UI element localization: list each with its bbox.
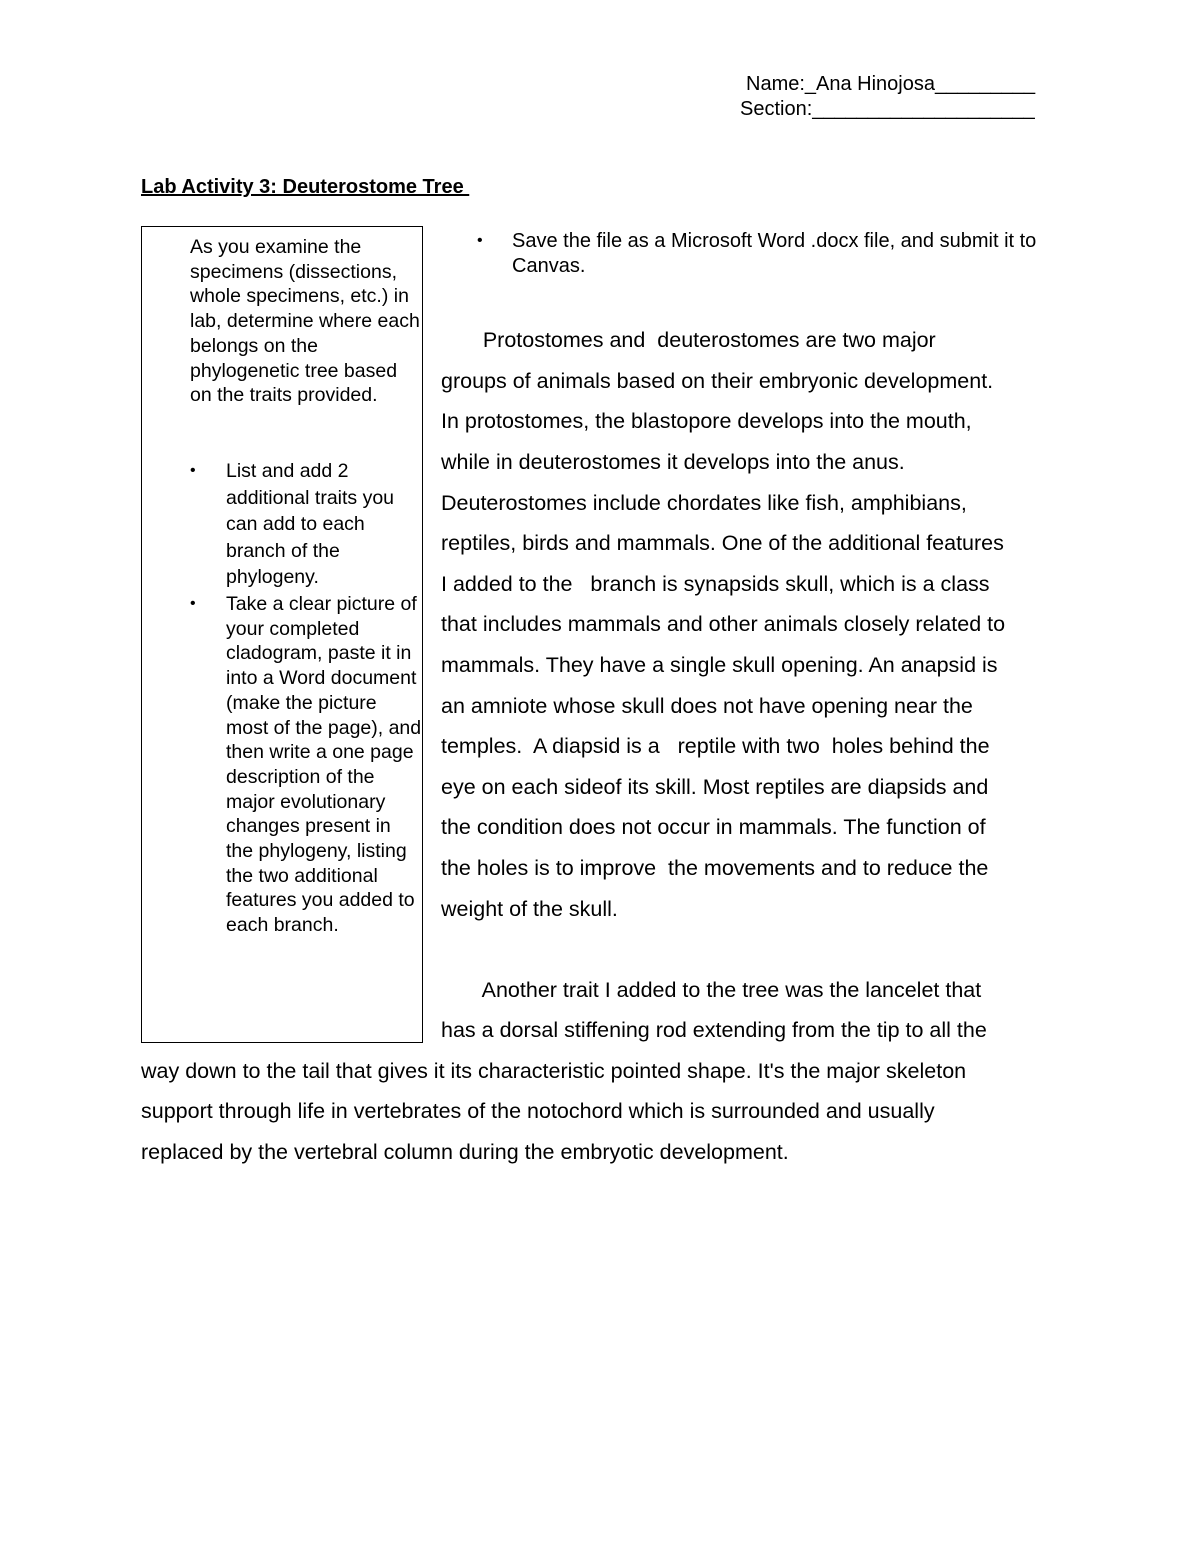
essay-line: the condition does not occur in mammals. The function of xyxy=(441,815,986,839)
bullet-icon: • xyxy=(190,595,196,612)
essay-line: groups of animals based on their embryonic development. xyxy=(441,369,994,393)
essay-line: that includes mammals and other animals closely related to xyxy=(441,612,1006,636)
section-line: Section:____________________ xyxy=(740,98,1035,120)
essay-line: while in deuterostomes it develops into the anus. xyxy=(441,450,905,474)
essay-line: replaced by the vertebral column during the embryotic development. xyxy=(141,1140,789,1164)
essay-line: way down to the tail that gives it its characteristic pointed shape. It's the major skeleton xyxy=(141,1059,967,1083)
essay-line: I added to the branch is synapsids skull, which is a class xyxy=(441,572,990,596)
instructions-bullet xyxy=(190,592,422,938)
essay-line: temples. A diapsid is a reptile with two holes behind the xyxy=(441,734,990,758)
bullet-icon: • xyxy=(477,232,483,249)
instructions-bullet-text: Take a clear picture of your completed cladogram, paste it in into a Word document (make the picture most of the page), and then write a one page description of the major evolutionary changes present in the phylogeny, listing the two additional features you added to each branch. xyxy=(226,593,422,937)
document-title: Lab Activity 3: Deuterostome Tree xyxy=(141,176,470,198)
instructions-bullet xyxy=(190,458,422,591)
essay-line: an amniote whose skull does not have opening near the xyxy=(441,694,973,718)
essay-line: mammals. They have a single skull opening. An anapsid is xyxy=(441,653,998,677)
essay-line: eye on each sideof its skill. Most reptiles are diapsids and xyxy=(441,775,989,799)
save-instruction-bullet xyxy=(477,229,1077,278)
bullet-icon: • xyxy=(190,462,196,479)
instructions-intro: As you examine the specimens (dissections, whole specimens, etc.) in lab, determine where each belongs on the phylogenetic tree based on the traits provided. xyxy=(190,236,420,407)
instructions-bullet-text: List and add 2 additional traits you can add to each branch of the phylogeny. xyxy=(226,460,395,588)
student-name-line: Name:_Ana Hinojosa_________ xyxy=(746,73,1036,95)
essay-line: Protostomes and deuterostomes are two major xyxy=(441,328,936,352)
essay-line: support through life in vertebrates of the notochord which is surrounded and usually xyxy=(141,1099,935,1123)
essay-line: Deuterostomes include chordates like fish, amphibians, xyxy=(441,491,967,515)
essay-line: In protostomes, the blastopore develops into the mouth, xyxy=(441,409,972,433)
essay-line: reptiles, birds and mammals. One of the additional features xyxy=(441,531,1004,555)
essay-line: has a dorsal stiffening rod extending from the tip to all the xyxy=(441,1018,987,1042)
essay-line: Another trait I added to the tree was the lancelet that xyxy=(441,978,982,1002)
essay-line: weight of the skull. xyxy=(441,897,618,921)
save-instruction-text: Save the file as a Microsoft Word .docx file, and submit it to Canvas. xyxy=(512,230,1037,277)
essay-line: the holes is to improve the movements and to reduce the xyxy=(441,856,989,880)
